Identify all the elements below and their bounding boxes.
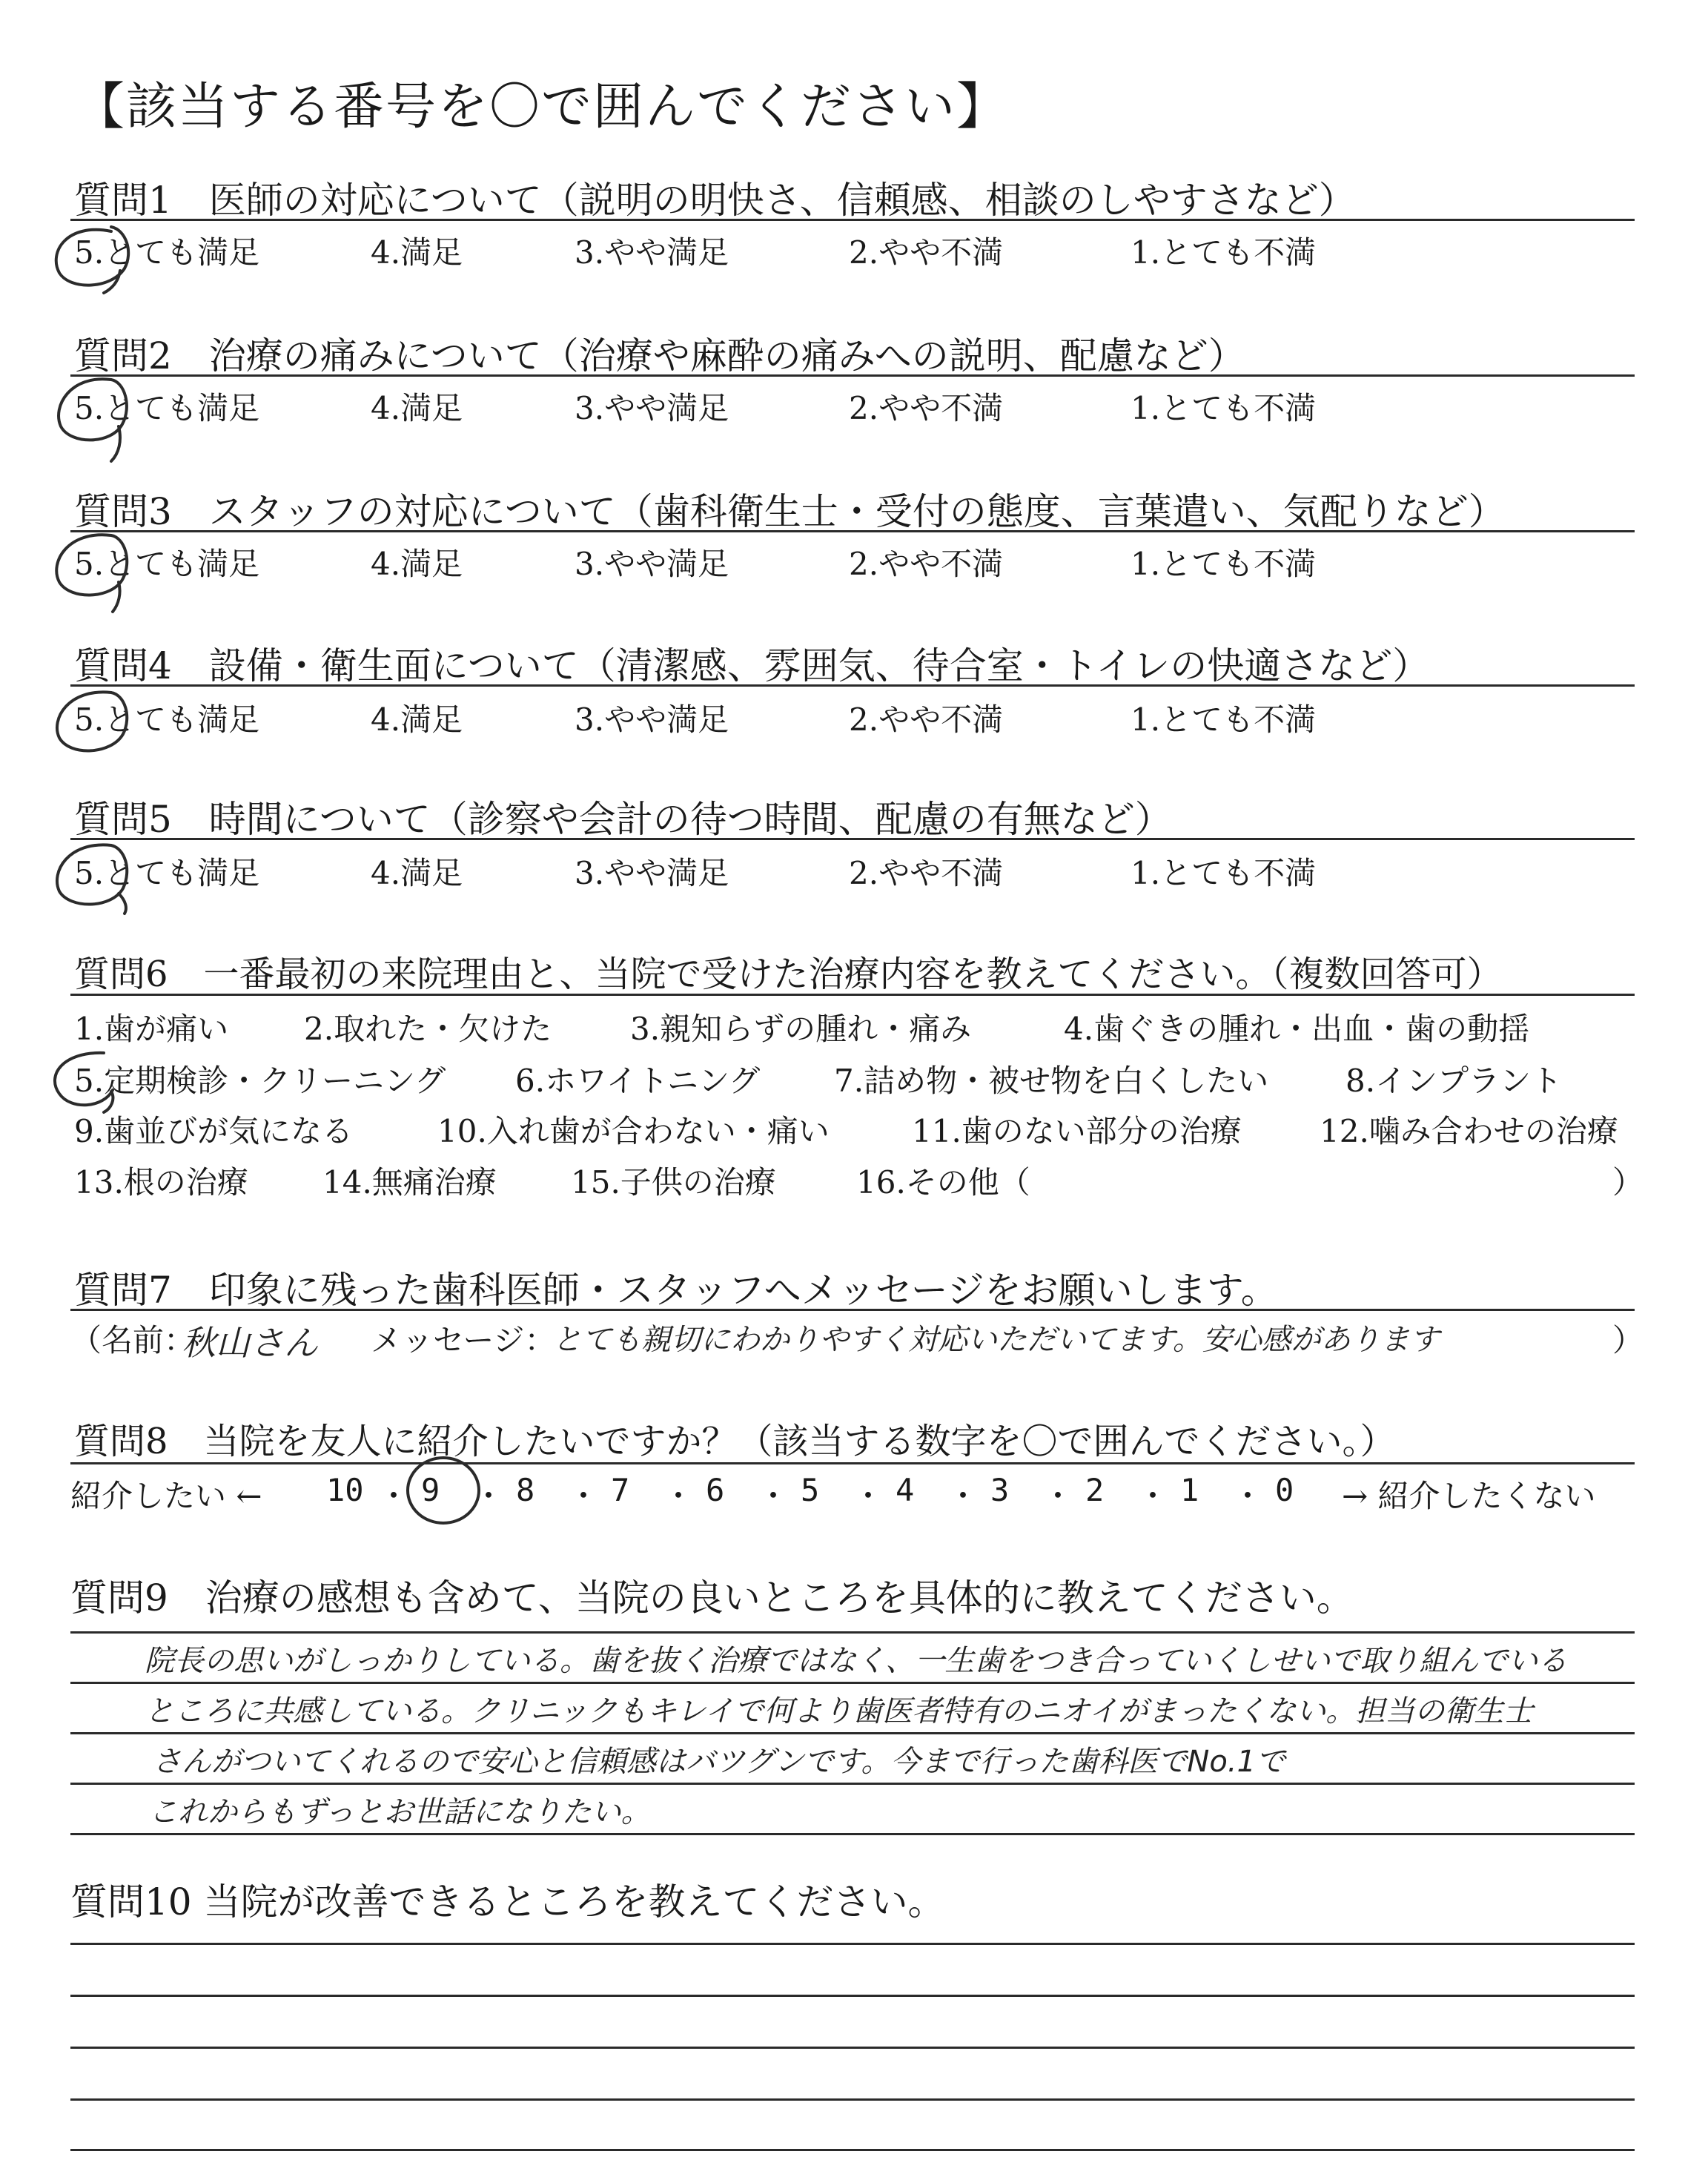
q8-selection-circle xyxy=(408,1458,479,1523)
q8-right-anchor: → 紹介したくない xyxy=(1342,1478,1596,1514)
q6-option-11[interactable]: 11.歯のない部分の治療 xyxy=(912,1113,1242,1149)
q8-scale-separator: ・ xyxy=(378,1478,410,1514)
q8-scale-separator: ・ xyxy=(1137,1478,1169,1514)
q3-rule xyxy=(70,530,1635,532)
q8-scale-7[interactable]: 7 xyxy=(611,1472,630,1508)
q7-name-label: （名前： xyxy=(70,1322,196,1358)
q8-scale-separator: ・ xyxy=(473,1478,505,1514)
q10-label: 質問10 当院が改善できるところを教えてください。 xyxy=(70,1880,945,1923)
q7-message-value[interactable]: とても親切にわかりやすく対応いただいてます。安心感があります xyxy=(552,1323,1440,1357)
q7-label: 質問7 印象に残った歯科医師・スタッフへメッセージをお願いします。 xyxy=(74,1269,1278,1312)
q6-option-2[interactable]: 2.取れた・欠けた xyxy=(304,1011,552,1047)
page-title: 【該当する番号を〇で囲んでください】 xyxy=(74,78,1009,136)
q4-option-2[interactable]: 2.やや不満 xyxy=(849,701,1004,738)
q10-rule-5 xyxy=(70,2149,1635,2151)
q5-option-4[interactable]: 4.満足 xyxy=(371,855,463,891)
q7-rule xyxy=(70,1309,1635,1311)
q9-rule-5 xyxy=(70,1833,1635,1835)
q2-option-1[interactable]: 1.とても不満 xyxy=(1131,390,1317,426)
q9-rule-1 xyxy=(70,1631,1635,1634)
q8-scale-5[interactable]: 5 xyxy=(801,1472,820,1508)
q7-name-value[interactable]: 秋山さん xyxy=(182,1323,318,1363)
q4-option-5[interactable]: 5.とても満足 xyxy=(74,701,260,738)
q1-option-5[interactable]: 5.とても満足 xyxy=(74,234,260,271)
q4-label: 質問4 設備・衛生面について（清潔感、雰囲気、待合室・トイレの快適さなど） xyxy=(74,644,1430,687)
q9-answer-line-3[interactable]: さんがついてくれるので安心と信頼感はバツグンです。今まで行った歯科医でNo.1で xyxy=(152,1745,1285,1779)
q1-option-3[interactable]: 3.やや満足 xyxy=(575,234,729,271)
q5-option-3[interactable]: 3.やや満足 xyxy=(575,855,729,891)
q9-rule-3 xyxy=(70,1732,1635,1734)
q6-option-16[interactable]: 16.その他（ xyxy=(856,1164,1030,1200)
q4-option-3[interactable]: 3.やや満足 xyxy=(575,701,729,738)
q6-option-5[interactable]: 5.定期検診・クリーニング xyxy=(74,1063,446,1099)
q6-option-3[interactable]: 3.親知らずの腫れ・痛み xyxy=(630,1011,972,1047)
q8-rule xyxy=(70,1462,1635,1464)
q9-answer-line-2[interactable]: ところに共感している。クリニックもキレイで何より歯医者特有のニオイがまったくない。担当の衛生士 xyxy=(145,1694,1534,1728)
q5-option-2[interactable]: 2.やや不満 xyxy=(849,855,1004,891)
q2-option-5[interactable]: 5.とても満足 xyxy=(74,390,260,426)
q1-rule xyxy=(70,219,1635,221)
q3-option-3[interactable]: 3.やや満足 xyxy=(575,546,729,582)
q6-option-8[interactable]: 8.インプラント xyxy=(1345,1063,1563,1099)
q4-option-1[interactable]: 1.とても不満 xyxy=(1131,701,1317,738)
q9-answer-line-1[interactable]: 院長の思いがしっかりしている。歯を抜く治療ではなく、一生歯をつき合っていくしせいで取り組んでいる xyxy=(145,1644,1568,1678)
q6-option-9[interactable]: 9.歯並びが気になる xyxy=(74,1113,354,1149)
q8-scale-separator: ・ xyxy=(1232,1478,1264,1514)
q8-scale-separator: ・ xyxy=(853,1478,884,1514)
q5-option-5[interactable]: 5.とても満足 xyxy=(74,855,260,891)
q8-scale-separator: ・ xyxy=(568,1478,600,1514)
q7-close-paren: ） xyxy=(1612,1322,1644,1358)
q5-rule xyxy=(70,838,1635,840)
q2-option-4[interactable]: 4.満足 xyxy=(371,390,463,426)
q10-rule-4 xyxy=(70,2098,1635,2101)
q8-scale-separator: ・ xyxy=(947,1478,979,1514)
q6-option-15[interactable]: 15.子供の治療 xyxy=(571,1164,776,1200)
q6-option-1[interactable]: 1.歯が痛い xyxy=(74,1011,229,1047)
q6-option-7[interactable]: 7.詰め物・被せ物を白くしたい xyxy=(834,1063,1269,1099)
q6-rule xyxy=(70,994,1635,996)
q6-option-10[interactable]: 10.入れ歯が合わない・痛い xyxy=(437,1113,830,1149)
q5-label: 質問5 時間について（診察や会計の待つ時間、配慮の有無など） xyxy=(74,798,1172,841)
q9-label: 質問9 治療の感想も含めて、当院の良いところを具体的に教えてください。 xyxy=(70,1576,1354,1619)
q8-scale-6[interactable]: 6 xyxy=(706,1472,725,1508)
q8-scale-3[interactable]: 3 xyxy=(990,1472,1010,1508)
q8-scale-separator: ・ xyxy=(758,1478,790,1514)
q2-option-2[interactable]: 2.やや不満 xyxy=(849,390,1004,426)
q2-option-3[interactable]: 3.やや満足 xyxy=(575,390,729,426)
q3-option-4[interactable]: 4.満足 xyxy=(371,546,463,582)
q4-rule xyxy=(70,684,1635,687)
q10-rule-3 xyxy=(70,2047,1635,2049)
q6-option-6[interactable]: 6.ホワイトニング xyxy=(515,1063,761,1099)
q8-scale-1[interactable]: 1 xyxy=(1180,1472,1199,1508)
q3-option-5[interactable]: 5.とても満足 xyxy=(74,546,260,582)
q6-option-14[interactable]: 14.無痛治療 xyxy=(322,1164,497,1200)
q9-answer-line-4[interactable]: これからもずっとお世話になりたい。 xyxy=(148,1795,651,1829)
q8-scale-0[interactable]: 0 xyxy=(1275,1472,1294,1508)
q9-rule-4 xyxy=(70,1783,1635,1785)
q5-option-1[interactable]: 1.とても不満 xyxy=(1131,855,1317,891)
q2-label: 質問2 治療の痛みについて（治療や麻酔の痛みへの説明、配慮など） xyxy=(74,334,1245,377)
q8-scale-9[interactable]: 9 xyxy=(421,1472,440,1508)
q8-scale-2[interactable]: 2 xyxy=(1085,1472,1105,1508)
q7-message-label: メッセージ： xyxy=(371,1322,556,1358)
q1-option-4[interactable]: 4.満足 xyxy=(371,234,463,271)
q9-rule-2 xyxy=(70,1682,1635,1684)
q3-label: 質問3 スタッフの対応について（歯科衛生士・受付の態度、言葉遣い、気配りなど） xyxy=(74,490,1506,533)
q2-rule xyxy=(70,374,1635,377)
q8-label: 質問8 当院を友人に紹介したいですか？（該当する数字を〇で囲んでください。） xyxy=(74,1421,1396,1462)
q10-rule-2 xyxy=(70,1995,1635,1997)
q8-scale-separator: ・ xyxy=(1042,1478,1074,1514)
q8-scale-4[interactable]: 4 xyxy=(896,1472,915,1508)
q1-option-2[interactable]: 2.やや不満 xyxy=(849,234,1004,271)
q1-label: 質問1 医師の対応について（説明の明快さ、信頼感、相談のしやすさなど） xyxy=(74,179,1356,222)
q10-rule-1 xyxy=(70,1943,1635,1945)
q8-scale-10[interactable]: 10 xyxy=(326,1472,364,1508)
q6-option-13[interactable]: 13.根の治療 xyxy=(74,1164,248,1200)
q6-option-4[interactable]: 4.歯ぐきの腫れ・出血・歯の動揺 xyxy=(1064,1011,1530,1047)
q4-option-4[interactable]: 4.満足 xyxy=(371,701,463,738)
q1-option-1[interactable]: 1.とても不満 xyxy=(1131,234,1317,271)
q8-scale-separator: ・ xyxy=(663,1478,695,1514)
q6-label: 質問6 一番最初の来院理由と、当院で受けた治療内容を教えてください。（複数回答可） xyxy=(74,954,1503,995)
q8-left-anchor: 紹介したい ← xyxy=(70,1478,262,1514)
q3-option-2[interactable]: 2.やや不満 xyxy=(849,546,1004,582)
q8-scale-8[interactable]: 8 xyxy=(516,1472,535,1508)
q6-option-12[interactable]: 12.噛み合わせの治療 xyxy=(1320,1113,1618,1149)
q6-other-close: ） xyxy=(1612,1164,1644,1200)
q3-option-1[interactable]: 1.とても不満 xyxy=(1131,546,1317,582)
